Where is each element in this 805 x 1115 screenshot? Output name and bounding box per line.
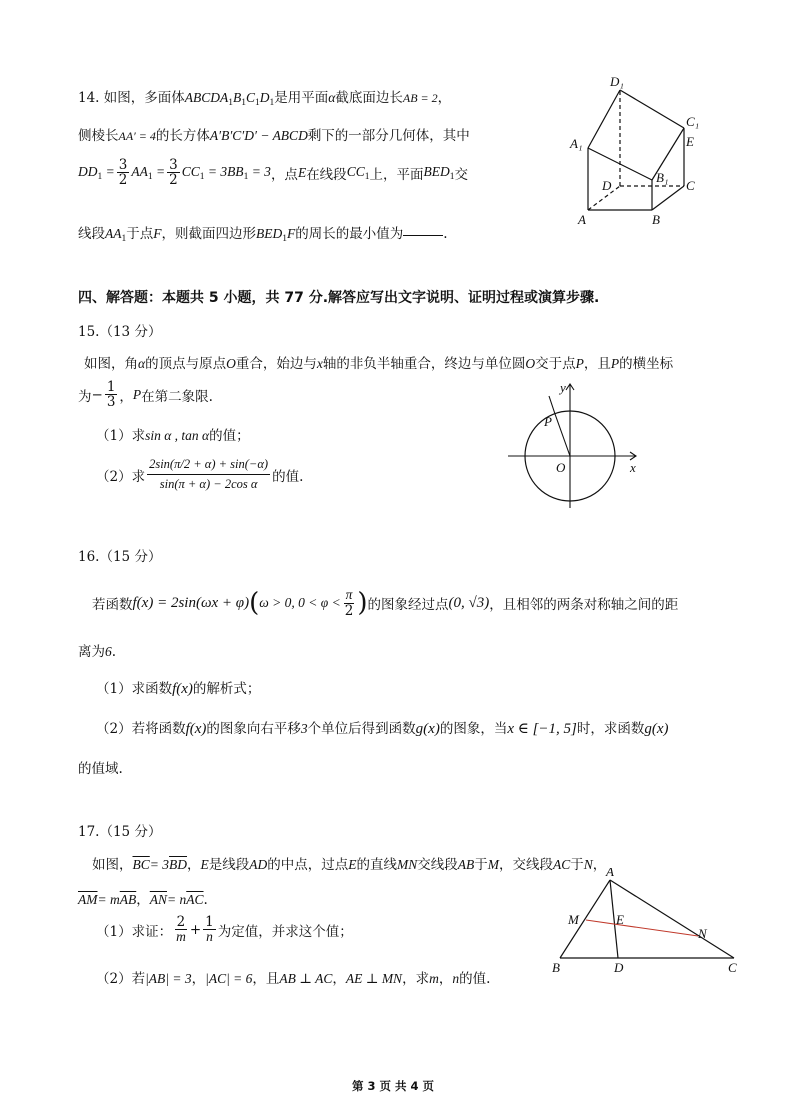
section-heading: 四、解答题：本题共 5 小题，共 77 分.解答应写出文字说明、证明过程或演算步骤.: [78, 290, 600, 306]
label-n: N: [698, 926, 707, 941]
q16-line1: 若函数 f(x) = 2sin(ωx + φ) ( ω > 0, 0 < φ < $\frac{\pi}{2}$ ) 的图象经过点 (0, √3) ，且相邻的两条对称轴之间的距: [92, 587, 679, 619]
q14-polyhedron-figure: [568, 74, 708, 232]
label-b: B: [552, 960, 560, 975]
label-m: M: [568, 912, 579, 927]
q15-part2: （2）求 $\frac{2\sin(\pi/2 + \alpha) + \sin(-\alpha)}{\text{sin(π + α) − 2cos α}}$ 的值.: [96, 457, 304, 492]
label-a1: A₁: [570, 136, 583, 151]
q15-line2: 为 − $\frac{1}{3}$ ， P 在第二象限.: [78, 379, 213, 411]
q15-frac-expr: $\frac{2\sin(\pi/2 + \alpha) + \sin(-\alpha)}{\text{sin(π + α) − 2cos α}}$: [149, 457, 269, 492]
edge-bc: [652, 186, 684, 210]
q16-header: 16.（15 分）: [78, 549, 162, 565]
q16-part1: （1）求函数f(x)的解析式；: [96, 681, 261, 697]
q16-line3: 的值域.: [78, 761, 123, 777]
q15-line1: 如图，角α的顶点与原点O重合，始边与x轴的非负半轴重合，终边与单位圆O交于点P，且P的横坐标: [84, 356, 674, 372]
label-y: y: [560, 380, 566, 395]
label-e: E: [616, 912, 624, 927]
q15-frac-third: $\frac{1}{3}$: [106, 379, 116, 411]
q14-line2: 侧棱长AA′ = 4的长方体A′B′C′D′ − ABCD剩下的一部分几何体，其中: [78, 128, 470, 144]
q17-triangle-figure: [552, 868, 748, 978]
edge-d1c1: [620, 90, 684, 128]
label-a: A: [606, 868, 614, 879]
q17-frac-1n: $\frac{1}{n}$: [205, 914, 214, 945]
page-footer: 第 3 页 共 4 页: [352, 1079, 435, 1093]
label-d: D: [602, 178, 612, 193]
q16-frac-pi: $\frac{\pi}{2}$: [344, 587, 354, 619]
q14-frac-a: $\frac{3}{2}$: [118, 157, 128, 189]
q17-header: 17.（15 分）: [78, 824, 162, 840]
label-d1: D₁: [610, 74, 624, 89]
q17-line1: 如图，$\overline{BC}= 3\overline{BD}$，E是线段AD的中点，过点E的直线MN交线段AB于M，交线段AC于N，: [92, 857, 607, 873]
ray-extension: [549, 396, 555, 414]
q14-line1: 14. 如图，多面体$ABCDA_1B_1C_1D_1$是用平面α截底面边长AB = 2，: [78, 90, 452, 108]
q16-part2: （2）若将函数f(x)的图象向右平移3个单位后得到函数g(x)的图象，当x ∈ [−1, 5]时，求函数g(x): [96, 721, 669, 737]
q17-line2: $\overline{AM}= m\overline{AB}$，$\overline{AN}= n\overline{AC}$.: [78, 892, 208, 908]
q15-header: 15.（13 分）: [78, 324, 162, 340]
label-d: D: [614, 960, 624, 975]
q16-line2: 离为6.: [78, 644, 117, 660]
q14-line4: 线段$AA_1$于点F，则截面四边形$BED_1F$的周长的最小值为 .: [78, 226, 448, 244]
q17-part1: （1）求证： $\frac{2}{m}$ + $\frac{1}{n}$ 为定值，并求这个值；: [96, 914, 353, 945]
label-o: O: [556, 460, 566, 475]
q15-unit-circle-figure: [508, 380, 648, 510]
label-b1: B₁: [656, 170, 669, 185]
label-p: P: [544, 414, 552, 429]
label-c: C: [728, 960, 737, 975]
q17-part2: （2）若|AB| = 3，|AC| = 6，且AB ⊥ AC，AE ⊥ MN，求m，n的值.: [96, 971, 491, 987]
label-c: C: [686, 178, 695, 193]
q14-line3: $DD_1$ = $\frac{3}{2}$ $AA_1$ = $\frac{3}{2}$ $CC_1 = 3BB_1 = 3$ ，点 E 在线段 $CC_1$ 上，平面 $BED_1$ 交: [78, 157, 468, 189]
side-ac: [610, 880, 734, 958]
terminal-ray: [555, 414, 570, 456]
edge-a1d1: [588, 90, 620, 148]
label-a: A: [578, 212, 586, 227]
q14-frac-b: $\frac{3}{2}$: [169, 157, 178, 189]
segment-mn: [586, 920, 698, 936]
q14-polyhedron: $ABCDA_1B_1C_1D_1$: [184, 90, 275, 108]
q17-frac-2m: $\frac{2}{m}$: [176, 914, 186, 945]
label-b: B: [652, 212, 660, 227]
answer-blank[interactable]: [403, 234, 443, 236]
label-c1: C₁: [686, 114, 700, 129]
label-e: E: [686, 134, 694, 149]
label-x: x: [630, 460, 636, 475]
q15-part1: （1）求sin α , tan α的值；: [96, 428, 250, 444]
